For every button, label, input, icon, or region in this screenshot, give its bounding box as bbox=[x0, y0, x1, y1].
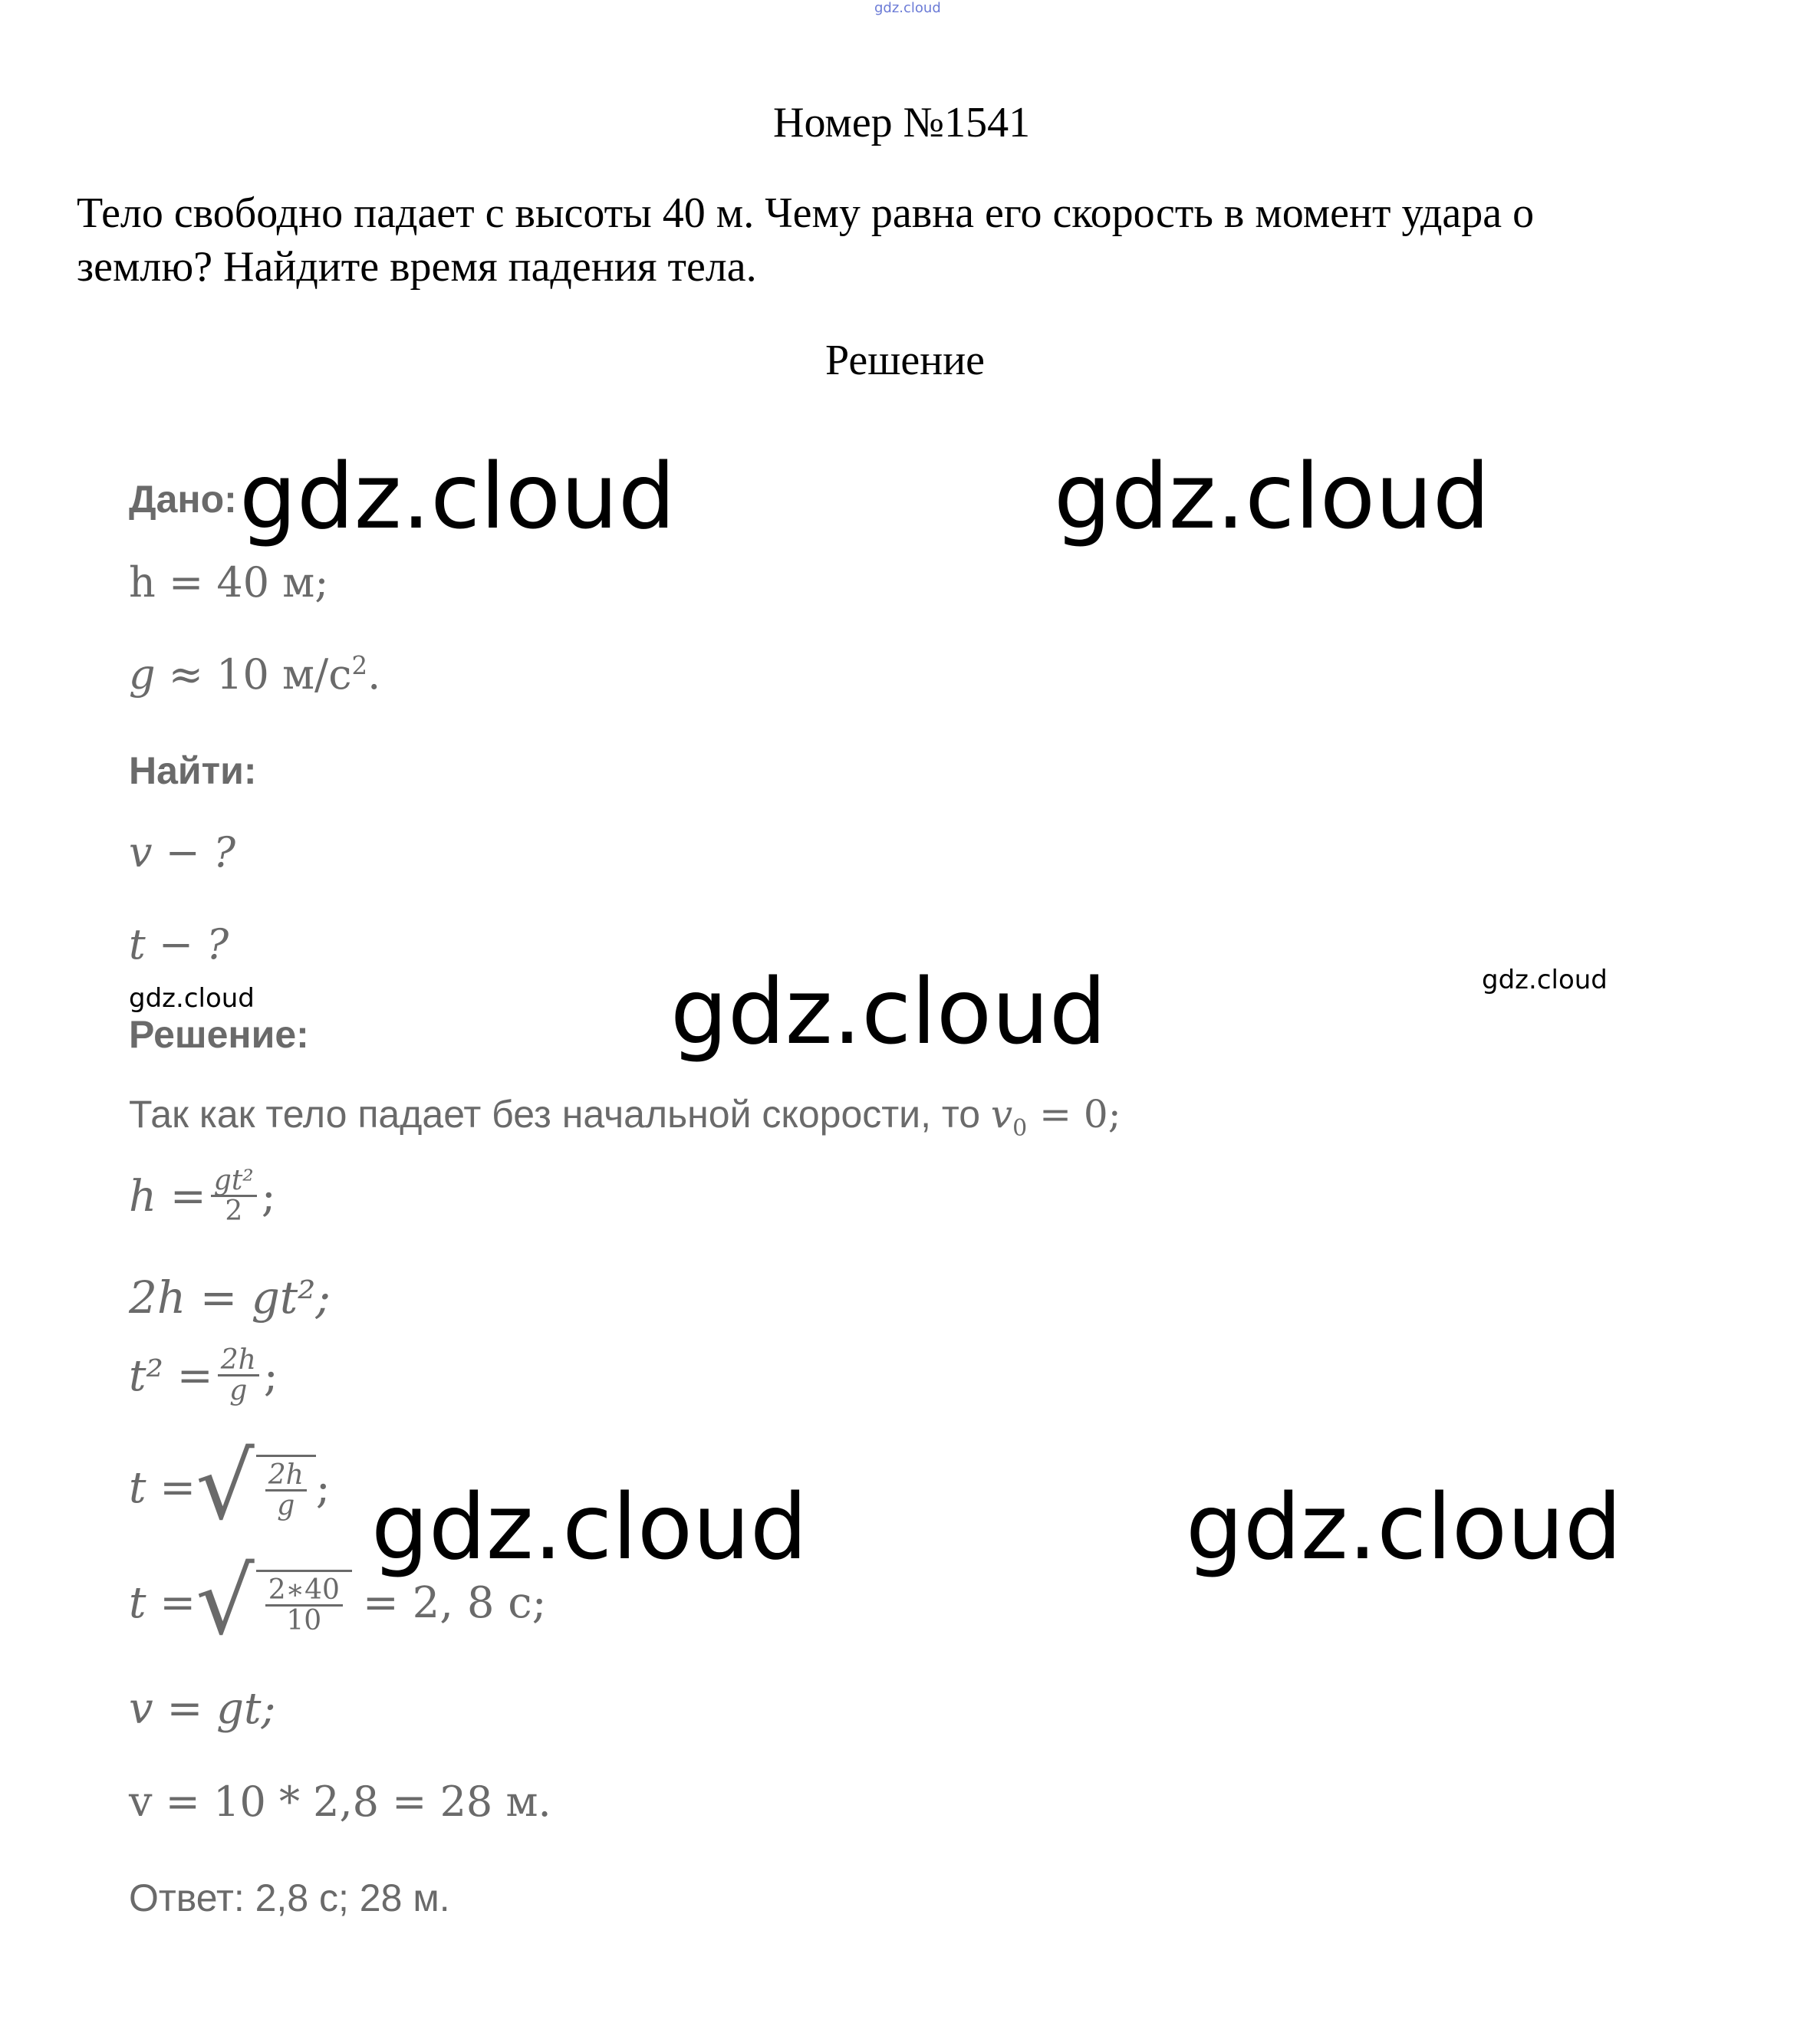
page-title: Номер №1541 bbox=[773, 99, 1031, 146]
find-label: Найти: bbox=[129, 749, 257, 792]
eq5-rhs: = 2, 8 с; bbox=[362, 1577, 547, 1628]
eq5-radical-sign: √ bbox=[196, 1549, 255, 1656]
eq5-denominator: 10 bbox=[286, 1605, 322, 1637]
given-h: h = 40 м; bbox=[129, 558, 329, 607]
problem-line-1: Тело свободно падает с высоты 40 м. Чему равна его скорость в момент удара о bbox=[77, 189, 1535, 237]
equation-1 bbox=[129, 1167, 276, 1226]
since-text: Так как тело падает без начальной скорости, то bbox=[129, 1093, 991, 1136]
equation-6: v = gt; bbox=[129, 1684, 276, 1734]
equation-3 bbox=[129, 1344, 278, 1406]
watermark-large-5: gdz.cloud bbox=[1186, 1474, 1622, 1580]
eq3-fraction bbox=[218, 1344, 259, 1406]
eq4-numerator: 2h bbox=[265, 1462, 307, 1492]
given-g-value: ≈ 10 м/с bbox=[168, 650, 352, 699]
since-end: = 0; bbox=[1027, 1092, 1121, 1136]
eq1-numerator: gt² bbox=[211, 1167, 257, 1197]
eq5-numerator: 2∗40 bbox=[265, 1577, 343, 1607]
given-g-exponent: 2 bbox=[351, 651, 368, 680]
eq3-denominator: g bbox=[229, 1375, 248, 1406]
eq3-numerator: 2h bbox=[218, 1347, 259, 1376]
eq5-lhs: t = bbox=[129, 1577, 196, 1628]
given-label: Дано: bbox=[129, 478, 237, 521]
problem-line-2: землю? Найдите время падения тела. bbox=[77, 243, 757, 291]
watermark-small-1: gdz.cloud bbox=[129, 983, 255, 1014]
given-g bbox=[129, 650, 380, 699]
watermark-large-1: gdz.cloud bbox=[239, 443, 676, 549]
equation-4 bbox=[129, 1434, 331, 1541]
answer-line: Ответ: 2,8 с; 28 м. bbox=[129, 1876, 450, 1919]
find-v: v − ? bbox=[129, 828, 236, 877]
eq5-radicand bbox=[256, 1570, 352, 1636]
eq4-end: ; bbox=[315, 1462, 331, 1513]
given-g-var: g bbox=[129, 650, 156, 699]
eq5-sqrt bbox=[196, 1549, 352, 1656]
watermark-small-2: gdz.cloud bbox=[1482, 965, 1608, 995]
since-var: v bbox=[990, 1092, 1013, 1136]
watermark-large-3: gdz.cloud bbox=[670, 959, 1107, 1064]
equation-2: 2h = gt²; bbox=[129, 1271, 331, 1324]
eq4-lhs: t = bbox=[129, 1462, 196, 1513]
since-sub: 0 bbox=[1012, 1115, 1028, 1142]
eq3-end: ; bbox=[263, 1350, 278, 1401]
watermark-large-2: gdz.cloud bbox=[1054, 443, 1490, 549]
since-line bbox=[129, 1092, 1121, 1142]
top-tiny-watermark: gdz.cloud bbox=[874, 0, 941, 16]
eq1-fraction bbox=[211, 1167, 257, 1226]
given-g-end: . bbox=[367, 650, 381, 699]
watermark-large-4: gdz.cloud bbox=[371, 1474, 808, 1580]
eq4-radicand bbox=[256, 1455, 316, 1521]
eq1-end: ; bbox=[261, 1171, 276, 1222]
eq4-denominator: g bbox=[277, 1490, 295, 1522]
eq4-sqrt bbox=[196, 1434, 316, 1541]
equation-7: v = 10 * 2,8 = 28 м. bbox=[129, 1778, 551, 1826]
eq4-radical-sign: √ bbox=[196, 1434, 255, 1541]
eq1-denominator: 2 bbox=[225, 1196, 243, 1227]
eq1-lhs: h = bbox=[129, 1171, 206, 1222]
find-t: t − ? bbox=[129, 920, 229, 969]
solution-label: Решение: bbox=[129, 1013, 309, 1056]
solution-heading: Решение bbox=[825, 337, 986, 384]
eq3-lhs: t² = bbox=[129, 1350, 213, 1401]
